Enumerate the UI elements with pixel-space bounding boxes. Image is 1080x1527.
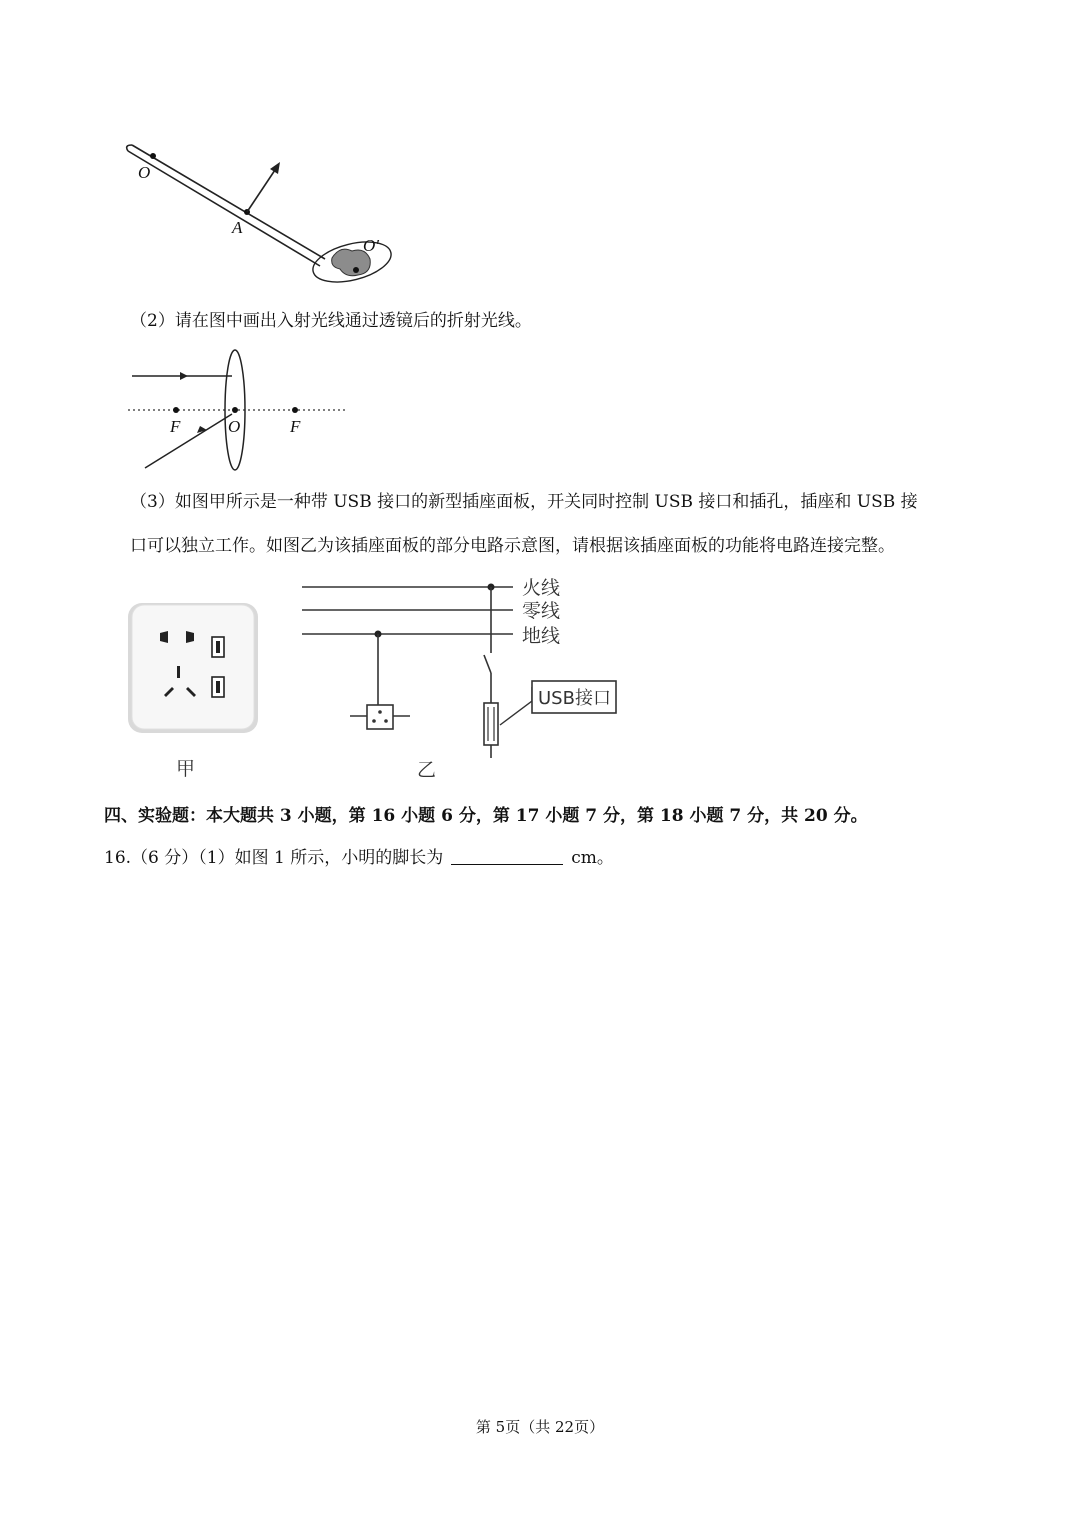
- label-o-lens: O: [228, 417, 241, 436]
- lens-figure: [120, 346, 360, 476]
- wire-neutral-label: 零线: [522, 600, 561, 622]
- section-4-heading: 四、实验题：本大题共 3 小题，第 16 小题 6 分，第 17 小题 7 分，第 18 小题 7 分，共 20 分。: [104, 806, 868, 826]
- label-f-right: F: [290, 417, 301, 436]
- three-pin-socket-symbol: [367, 705, 393, 729]
- page-footer: 第 5页（共 22页）: [475, 1418, 605, 1436]
- label-a: A: [232, 218, 243, 237]
- wire-live-label: 火线: [522, 577, 561, 599]
- label-jia: 甲: [176, 758, 196, 780]
- question-3-line-2: 口可以独立工作。如图乙为该插座面板的部分电路示意图，请根据该插座面板的功能将电路连接完整。: [130, 536, 895, 556]
- lever-figure: [120, 135, 410, 295]
- question-2-text: （2）请在图中画出入射光线通过透镜后的折射光线。: [130, 311, 532, 331]
- label-o-prime: O′: [363, 236, 379, 255]
- wire-ground-label: 地线: [522, 625, 561, 647]
- usb-label: USB接口: [538, 688, 611, 709]
- question-16: [104, 846, 614, 870]
- answer-blank[interactable]: [451, 846, 563, 865]
- circuit-diagram: [302, 577, 616, 758]
- label-f-left: F: [170, 417, 181, 436]
- label-yi: 乙: [417, 759, 437, 781]
- switch-symbol: [484, 655, 491, 673]
- label-o: O: [138, 163, 151, 182]
- question-3-line-1: （3）如图甲所示是一种带 USB 接口的新型插座面板，开关同时控制 USB 接口和插孔，插座和 USB 接: [130, 492, 918, 512]
- socket-panel-image: [128, 603, 258, 733]
- socket-circuit-figure: [120, 575, 630, 790]
- question-16-prefix: 16.（6 分）（1）如图 1 所示，小明的脚长为: [104, 848, 444, 868]
- usb-port-symbol: [484, 703, 498, 745]
- question-16-unit: cm。: [571, 848, 614, 868]
